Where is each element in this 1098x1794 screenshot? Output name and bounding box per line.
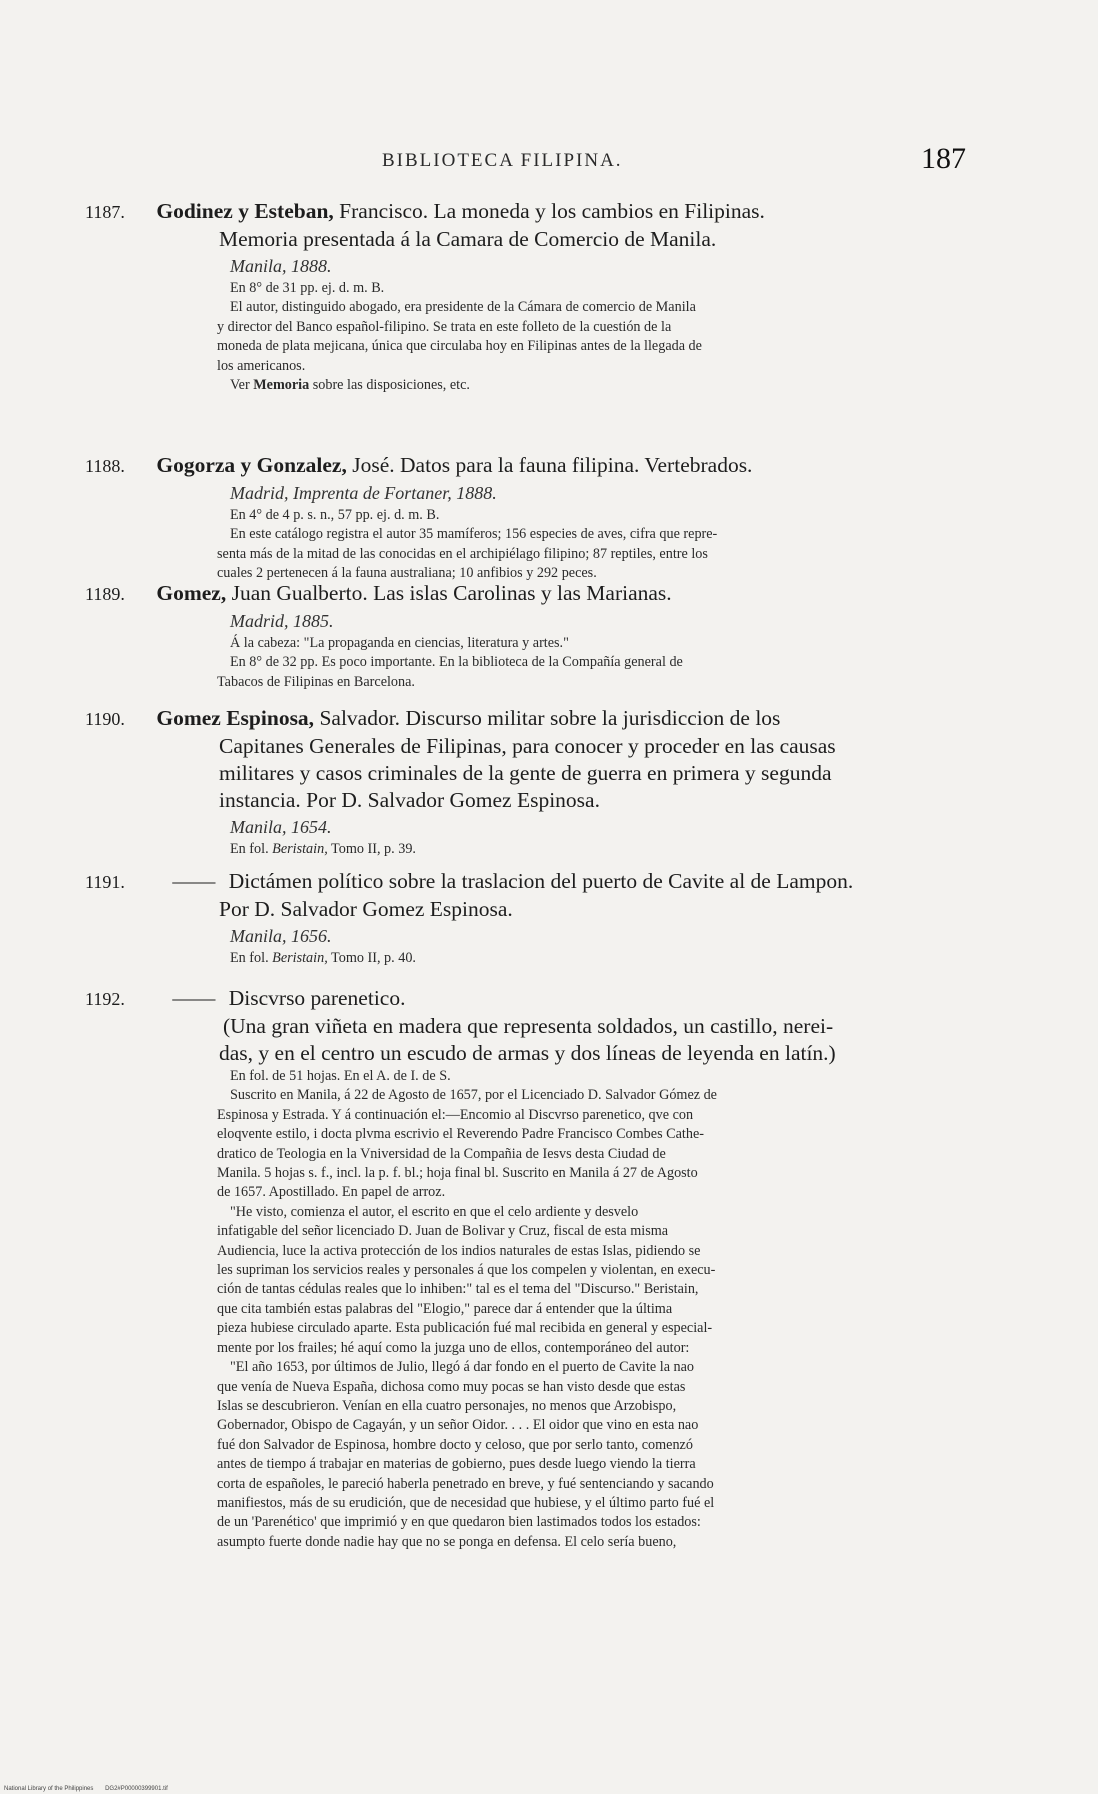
entry-title-cont: militares y casos criminales de la gente de guerra en primera y segunda: [219, 761, 832, 785]
page-header: [360, 140, 974, 180]
entry-quote: Gobernador, Obispo de Cagayán, y un señor Oidor. . . . El oidor que vino en esta nao: [217, 1417, 699, 1434]
entry-author: Gomez,: [156, 581, 227, 605]
entry-number: 1191.: [85, 872, 125, 892]
entry-title: Datos para la fauna filipina. Vertebrados.: [400, 453, 753, 477]
entry-title-cont: Por D. Salvador Gomez Espinosa.: [219, 897, 513, 921]
entry-title-cont: das, y en el centro un escudo de armas y dos líneas de leyenda en latín.): [219, 1041, 836, 1065]
entry-title-cont: Capitanes Generales de Filipinas, para conocer y proceder en las causas: [219, 734, 836, 758]
page-number: 187: [921, 142, 966, 175]
entry-quote: manifiestos, más de su erudición, que de necesidad que hubiese, y el último parto fué el: [217, 1494, 715, 1511]
entry-author-given: José.: [352, 453, 395, 477]
entry-quote: antes de tiempo á trabajar en materias de gobierno, pues desde luego viendo la tierra: [217, 1456, 696, 1473]
entry-quote: que cita también estas palabras del "Elogio," parece dar á entender que la última: [217, 1300, 673, 1317]
entry-quote: mente por los frailes; hé aquí como la juzga uno de ellos, contemporáneo del autor:: [217, 1339, 690, 1356]
entry-note: En 8° de 32 pp. Es poco importante. En la biblioteca de la Compañía general de: [230, 654, 683, 671]
entry-quote: ción de tantas cédulas reales que lo inhiben:" tal es el tema del "Discurso." Beristain,: [217, 1281, 699, 1298]
note-source: Beristain,: [272, 841, 328, 857]
entry-quote: les supriman los servicios reales y personales á que los compelen y violentan, en execu-: [217, 1262, 716, 1279]
entry-note: Manila. 5 hojas s. f., incl. la p. f. bl.; hoja final bl. Suscrito en Manila á 27 de Agosto: [217, 1165, 698, 1182]
entry-1189: [85, 580, 965, 692]
entry-number: 1190.: [85, 709, 125, 729]
scan-footer: [4, 1786, 178, 1792]
entry-number: 1187.: [85, 202, 125, 222]
entry-quote: asumpto fuerte donde nadie hay que no se ponga en defensa. El celo sería bueno,: [217, 1533, 677, 1550]
entry-author: Godinez y Esteban,: [156, 199, 334, 223]
entry-title: Discvrso parenetico.: [228, 986, 406, 1010]
entry-note: En 8° de 31 pp. ej. d. m. B.: [230, 280, 385, 296]
entry-quote: pieza hubiese circulado aparte. Esta publicación fué mal recibida en general y especial-: [217, 1320, 713, 1337]
entry-author-given: Francisco.: [339, 199, 429, 223]
see-also-prefix: Ver: [230, 377, 250, 394]
entry-note: [85, 949, 965, 968]
entry-author: Gogorza y Gonzalez,: [156, 453, 347, 477]
entry-1188: [85, 452, 965, 584]
entry-author-given: Salvador.: [319, 706, 401, 730]
entry-imprint: Manila, 1656.: [230, 926, 332, 946]
entry-imprint: Madrid, 1885.: [230, 611, 334, 631]
entry-heading: [85, 705, 965, 733]
entry-imprint: Madrid, Imprenta de Fortaner, 1888.: [230, 483, 497, 503]
entry-heading: [85, 198, 965, 226]
entry-note: senta más de la mitad de las conocidas en el archipiélago filipino; 87 reptiles, entre los: [217, 545, 708, 562]
entry-note: cuales 2 pertenecen á la fauna australiana; 10 anfibios y 292 peces.: [217, 565, 597, 582]
entry-note: [85, 840, 965, 859]
note-source-ref: Tomo II, p. 39.: [331, 841, 416, 857]
entry-1190: [85, 705, 965, 859]
see-also-title: Memoria: [253, 377, 310, 394]
footer-file-id: DG2#P00000399901.tif: [105, 1786, 168, 1792]
entry-note: En fol. de 51 hojas. En el A. de I. de S.: [230, 1068, 451, 1084]
entry-title: Discurso militar sobre la jurisdiccion de los: [405, 706, 781, 730]
entry-heading: [85, 580, 965, 608]
note-source: Beristain,: [272, 950, 328, 966]
entry-heading: [85, 452, 965, 480]
entry-note: de 1657. Apostillado. En papel de arroz.: [217, 1184, 446, 1201]
entry-quote: fué don Salvador de Espinosa, hombre docto y celoso, que por serlo tanto, comenzó: [217, 1436, 693, 1453]
entry-quote: Islas se descubrieron. Venían en ella cuatro personajes, no menos que Arzobispo,: [217, 1397, 677, 1414]
entry-note: Á la cabeza: "La propaganda en ciencias, literatura y artes.": [230, 635, 569, 651]
entry-number: 1188.: [85, 456, 125, 476]
entry-ditto-dash: ——: [172, 986, 216, 1010]
entry-heading: [85, 985, 965, 1013]
note-format: En fol.: [230, 950, 269, 966]
entry-title: Las islas Carolinas y las Marianas.: [373, 581, 672, 605]
entry-quote: corta de españoles, le pareció haberla penetrado en breve, y fué sentenciando y sacando: [217, 1475, 714, 1492]
entry-number: 1192.: [85, 989, 125, 1009]
entry-imprint: Manila, 1888.: [230, 256, 332, 276]
entry-title-cont: Memoria presentada á la Camara de Comercio de Manila.: [219, 227, 717, 251]
entry-imprint: Manila, 1654.: [230, 817, 332, 837]
entry-note: eloqvente estilo, i docta plvma escrivio el Reverendo Padre Francisco Combes Cathe-: [217, 1126, 704, 1143]
entry-note: Espinosa y Estrada. Y á continuación el:—Encomio al Discvrso parenetico, qve con: [217, 1106, 694, 1123]
entry-note: los americanos.: [217, 357, 306, 374]
entry-quote: que venía de Nueva España, dichosa como muy pocas se han visto desde que estas: [217, 1378, 686, 1395]
entry-quote: infatigable del señor licenciado D. Juan de Bolivar y Cruz, fiscal de esta misma: [217, 1223, 669, 1240]
entry-note: y director del Banco español-filipino. Se trata en este folleto de la cuestión de la: [217, 318, 672, 335]
entry-author-given: Juan Gualberto.: [231, 581, 368, 605]
entry-note: El autor, distinguido abogado, era presidente de la Cámara de comercio de Manila: [230, 299, 696, 316]
entry-title-cont: instancia. Por D. Salvador Gomez Espinosa.: [219, 788, 600, 812]
entry-note: moneda de plata mejicana, única que circulaba hoy en Filipinas antes de la llegada de: [217, 338, 702, 355]
entry-title: La moneda y los cambios en Filipinas.: [433, 199, 765, 223]
entry-note: En este catálogo registra el autor 35 mamíferos; 156 especies de aves, cifra que repre-: [230, 526, 718, 543]
entry-author: Gomez Espinosa,: [156, 706, 315, 730]
entry-title-cont: (Una gran viñeta en madera que representa soldados, un castillo, nerei-: [223, 1014, 834, 1038]
entry-quote: Audiencia, luce la activa protección de los indios naturales de estas Islas, pidiendo se: [217, 1242, 701, 1259]
see-also-rest: sobre las disposiciones, etc.: [312, 377, 470, 394]
entry-1191: [85, 868, 965, 968]
entry-note: Suscrito en Manila, á 22 de Agosto de 1657, por el Licenciado D. Salvador Gómez de: [230, 1087, 717, 1104]
entry-number: 1189.: [85, 584, 125, 604]
entry-1192: [85, 985, 965, 1552]
entry-ditto-dash: ——: [172, 869, 216, 893]
entry-title: Dictámen político sobre la traslacion del puerto de Cavite al de Lampon.: [228, 869, 854, 893]
entry-quote: "El año 1653, por últimos de Julio, llegó á dar fondo en el puerto de Cavite la nao: [230, 1359, 695, 1376]
entry-see-also: [85, 376, 965, 395]
footer-library: National Library of the Philippines: [4, 1786, 94, 1792]
entry-note: dratico de Teologia en la Vniversidad de la Compañia de Iesvs desta Ciudad de: [217, 1145, 666, 1162]
note-source-ref: Tomo II, p. 40.: [331, 950, 416, 966]
entry-quote: de un 'Parenético' que imprimió y en que quedaron bien lastimados todos los estados:: [217, 1514, 701, 1531]
running-title: BIBLIOTECA FILIPINA.: [382, 150, 623, 171]
entry-note: En 4° de 4 p. s. n., 57 pp. ej. d. m. B.: [230, 507, 440, 523]
entry-1187: [85, 198, 965, 395]
note-format: En fol.: [230, 841, 269, 857]
entry-note: Tabacos de Filipinas en Barcelona.: [217, 673, 415, 690]
entry-heading: [85, 868, 965, 896]
entry-quote: "He visto, comienza el autor, el escrito en que el celo ardiente y desvelo: [230, 1203, 639, 1220]
